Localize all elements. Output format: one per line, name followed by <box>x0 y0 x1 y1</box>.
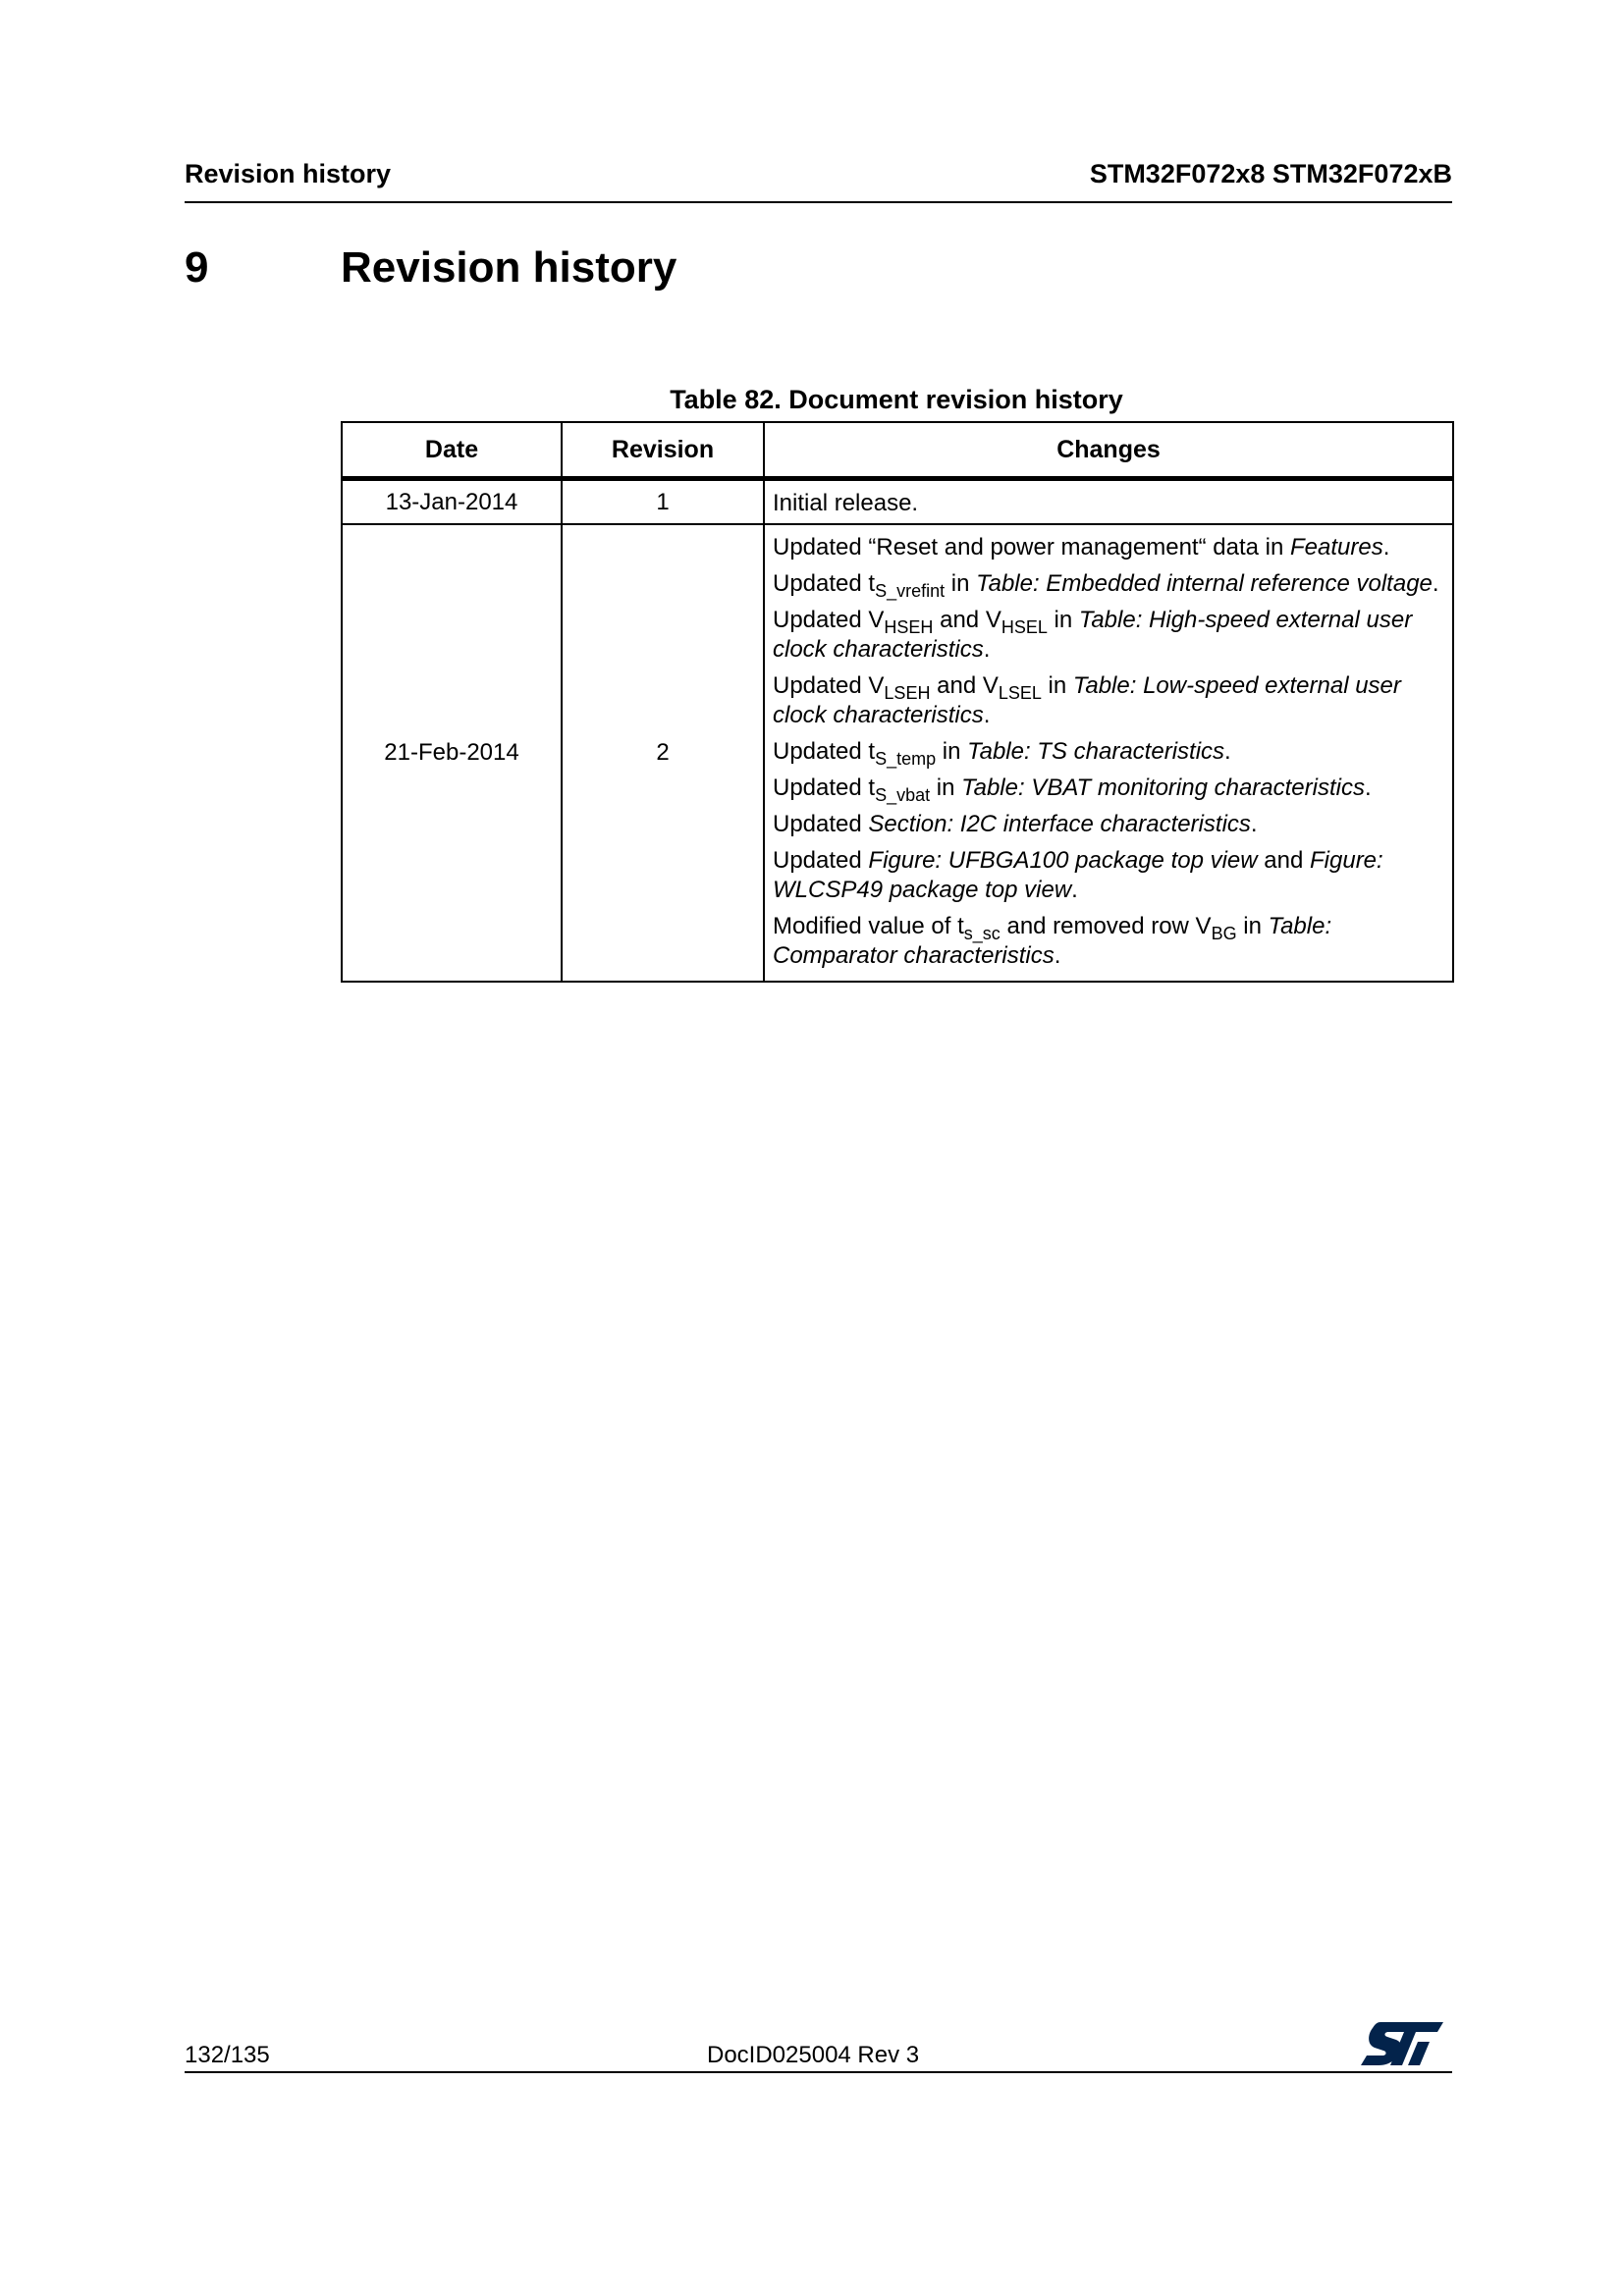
st-logo-shape <box>1361 2022 1443 2065</box>
cell-changes <box>764 479 1453 525</box>
column-header-revision: Revision <box>562 422 764 479</box>
table-caption: Table 82. Document revision history <box>670 385 1123 414</box>
table-row <box>342 479 1453 525</box>
section-title: Revision history <box>341 243 677 292</box>
table-row <box>342 524 1453 982</box>
change-item: Updated $V_{HSEH}$ and $V_{HSEL}$ in Table: High-speed external user clock characteristics. <box>773 607 1413 663</box>
change-item: Updated Figure: UFBGA100 package top view and Figure: WLCSP49 package top view. <box>773 847 1383 903</box>
footer-doc-id: DocID025004 Rev 3 <box>707 2042 920 2068</box>
change-item: Modified value of $t_{s\_sc}$ and removed row $V_{BG}$ in Table: Comparator characteristics. <box>773 913 1332 969</box>
table-header-row <box>342 422 1453 479</box>
change-item: Updated “Reset and power management“ data in Features. <box>773 534 1390 561</box>
change-item: Updated Section: I2C interface characteristics. <box>773 811 1258 837</box>
section-number: 9 <box>185 243 209 292</box>
cell-revision: 1 <box>562 479 764 525</box>
change-item: Updated $t_{S\_vbat}$ in Table: VBAT monitoring characteristics. <box>773 774 1372 805</box>
change-item: Updated $t_{S\_vrefint}$ in Table: Embedded internal reference voltage. <box>773 570 1439 601</box>
change-item: Updated $t_{S\_temp}$ in Table: TS characteristics. <box>773 738 1231 769</box>
st-logo-icon <box>1359 2020 1445 2067</box>
cell-date: 13-Jan-2014 <box>342 479 562 525</box>
header-section-label: Revision history <box>185 159 392 188</box>
column-header-changes: Changes <box>764 422 1453 479</box>
cell-date: 21-Feb-2014 <box>342 524 562 982</box>
cell-revision: 2 <box>562 524 764 982</box>
header-product: STM32F072x8 STM32F072xB <box>1089 159 1452 188</box>
footer-rule <box>185 2071 1452 2073</box>
cell-changes <box>764 524 1453 982</box>
change-item: Updated $V_{LSEH}$ and $V_{LSEL}$ in Table: Low-speed external user clock characteristics. <box>773 672 1401 728</box>
change-item: Initial release. <box>773 489 919 516</box>
revision-table <box>341 421 1454 983</box>
column-header-date: Date <box>342 422 562 479</box>
footer-page-number: 132/135 <box>185 2042 270 2068</box>
header-rule <box>185 201 1452 203</box>
